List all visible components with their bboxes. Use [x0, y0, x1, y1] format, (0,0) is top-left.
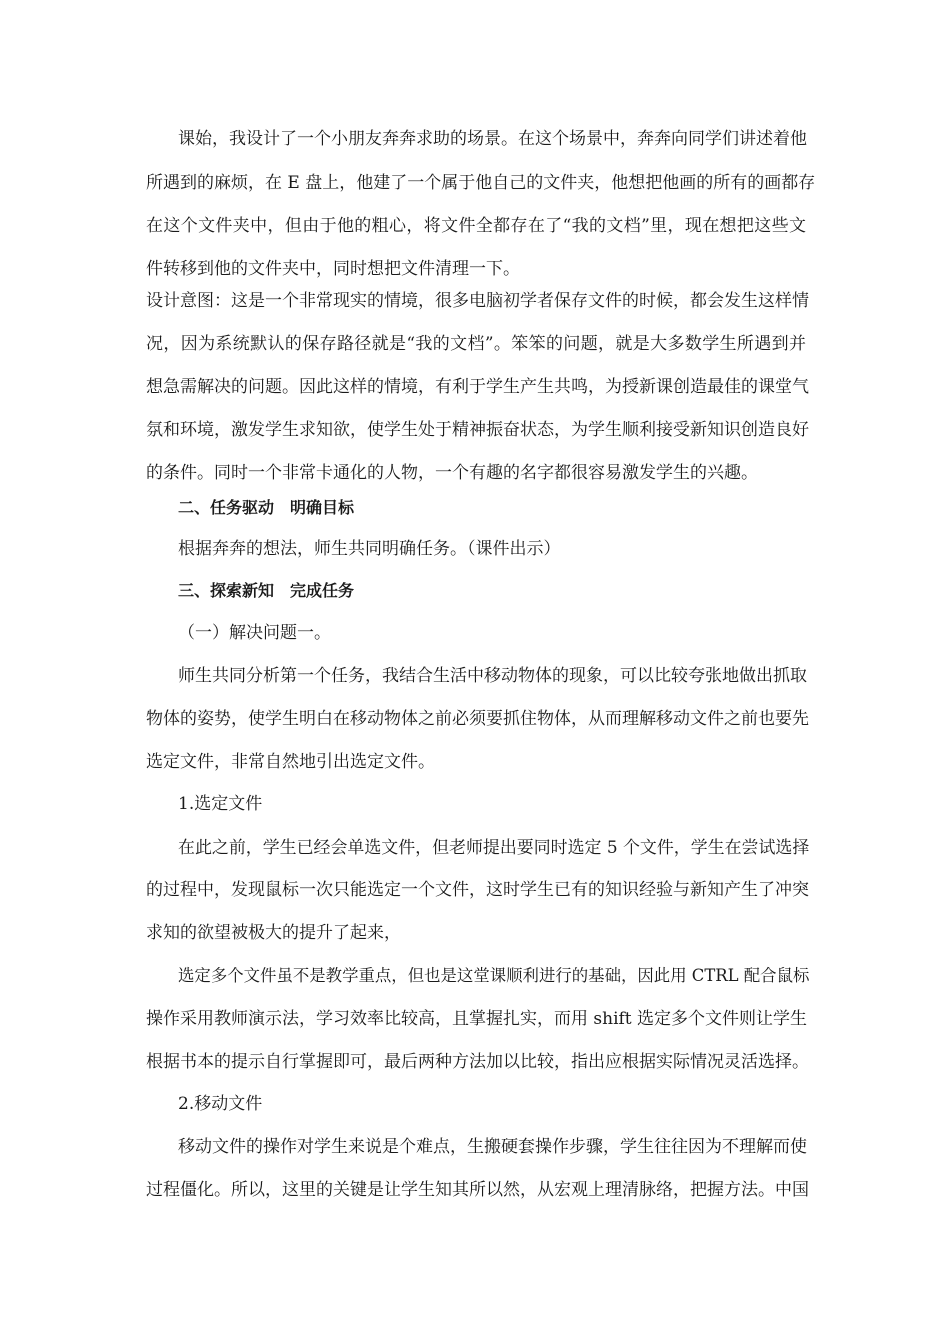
intro-line-3: 在这个文件夹中，但由于他的粗心，将文件全都存在了“我的文档”里，现在想把这些文: [146, 216, 806, 236]
intro-line-2: 所遇到的麻烦，在 E 盘上，他建了一个属于他自己的文件夹，他想把他画的所有的画都存: [146, 173, 816, 193]
design-intent-line-3: 想急需解决的问题。因此这样的情境，有利于学生产生共鸣，为授新课创造最佳的课堂气: [146, 377, 809, 397]
intro-line-1: 课始，我设计了一个小朋友奔奔求助的场景。在这个场景中，奔奔向同学们讲述着他: [178, 129, 807, 149]
item-2-label: 2.移动文件: [178, 1094, 263, 1114]
section-2-heading: 二、任务驱动 明确目标: [178, 498, 355, 517]
paragraph-4-line-2: 过程僵化。所以，这里的关键是让学生知其所以然，从宏观上理清脉络，把握方法。中国: [146, 1180, 809, 1200]
design-intent-line-1: 设计意图：这是一个非常现实的情境，很多电脑初学者保存文件的时候，都会发生这样情: [146, 291, 809, 311]
subsection-1-label: （一）解决问题一。: [178, 623, 331, 643]
design-intent-line-4: 氛和环境，激发学生求知欲，使学生处于精神振奋状态，为学生顺利接受新知识创造良好: [146, 420, 809, 440]
paragraph-1-line-2: 物体的姿势，使学生明白在移动物体之前必须要抓住物体，从而理解移动文件之前也要先: [146, 709, 809, 729]
section-2-text: 根据奔奔的想法，师生共同明确任务。（课件出示）: [178, 539, 561, 559]
paragraph-3-line-2: 操作采用教师演示法，学习效率比较高，且掌握扎实，而用 shift 选定多个文件则让学生: [146, 1009, 808, 1029]
paragraph-2-line-1: 在此之前，学生已经会单选文件，但老师提出要同时选定 5 个文件，学生在尝试选择: [178, 837, 810, 857]
design-intent-line-2: 况，因为系统默认的保存路径就是“我的文档”。笨笨的问题，就是大多数学生所遇到并: [146, 334, 806, 354]
paragraph-1-line-1: 师生共同分析第一个任务，我结合生活中移动物体的现象，可以比较夸张地做出抓取: [178, 666, 807, 686]
paragraph-3-line-3: 根据书本的提示自行掌握即可，最后两种方法加以比较，指出应根据实际情况灵活选择。: [146, 1052, 809, 1072]
section-3-heading: 三、探索新知 完成任务: [178, 581, 355, 600]
paragraph-4-line-1: 移动文件的操作对学生来说是个难点，生搬硬套操作步骤，学生往往因为不理解而使: [178, 1137, 807, 1157]
design-intent-line-5: 的条件。同时一个非常卡通化的人物，一个有趣的名字都很容易激发学生的兴趣。: [146, 463, 758, 483]
paragraph-3-line-1: 选定多个文件虽不是教学重点，但也是这堂课顺利进行的基础，因此用 CTRL 配合鼠标: [178, 966, 810, 985]
paragraph-1-line-3: 选定文件，非常自然地引出选定文件。: [146, 752, 435, 772]
paragraph-2-line-2: 的过程中，发现鼠标一次只能选定一个文件，这时学生已有的知识经验与新知产生了冲突: [146, 880, 809, 900]
paragraph-2-line-3: 求知的欲望被极大的提升了起来，: [146, 923, 401, 943]
item-1-label: 1.选定文件: [178, 794, 263, 814]
intro-line-4: 件转移到他的文件夹中，同时想把文件清理一下。: [146, 259, 520, 279]
